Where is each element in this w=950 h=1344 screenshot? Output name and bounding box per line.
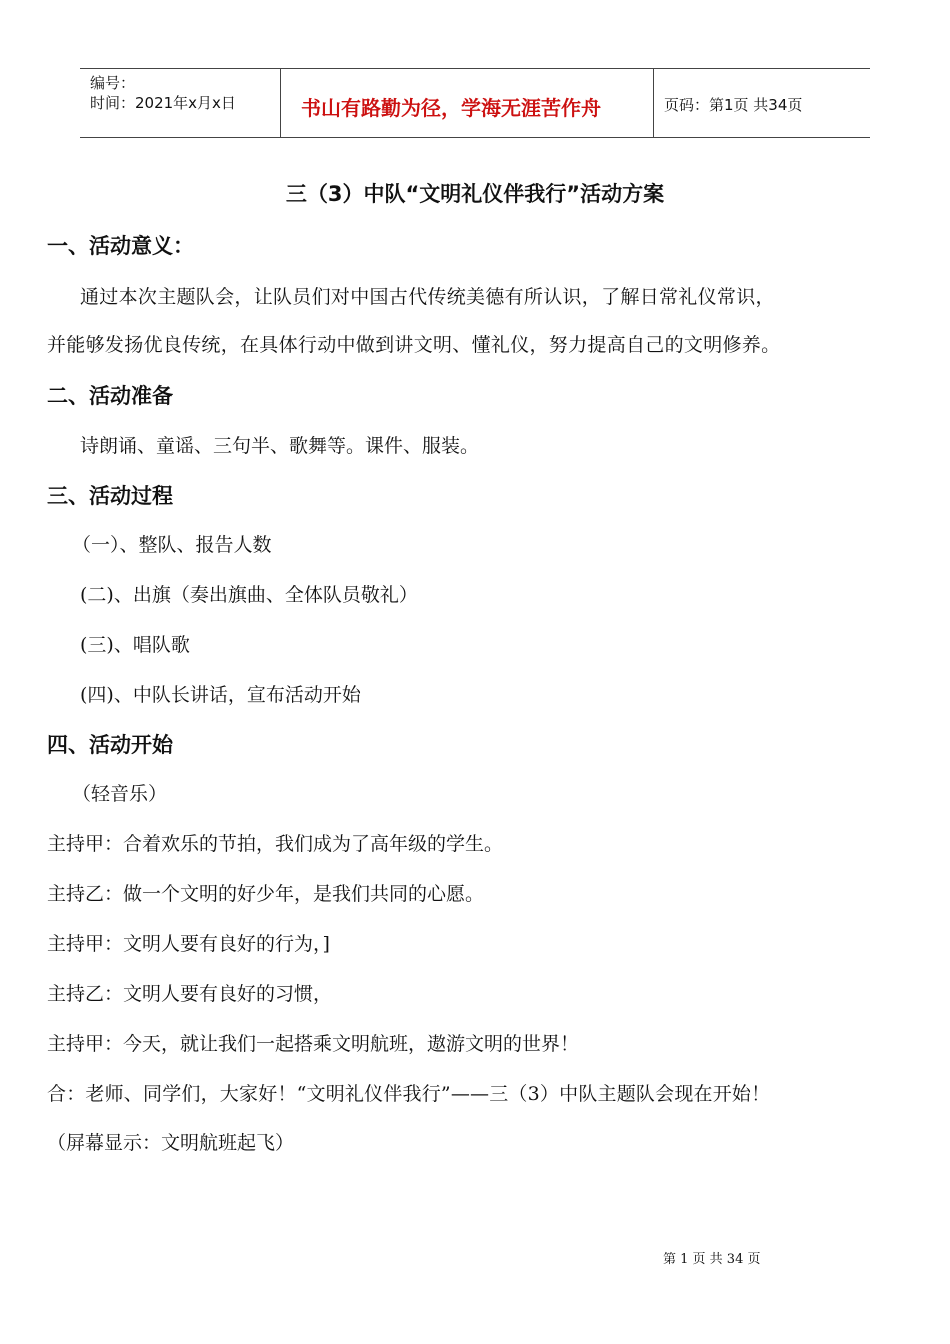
script-line: 主持甲：文明人要有良好的行为，] xyxy=(47,933,330,955)
section-heading-meaning: 一、活动意义： xyxy=(47,234,194,258)
header-motto-cell xyxy=(281,69,654,137)
doc-time-label: 时间：2021年x月x日 xyxy=(90,94,236,112)
section-heading-preparation: 二、活动准备 xyxy=(47,384,173,408)
doc-code-label: 编号： xyxy=(90,74,136,92)
script-line: 主持乙：做一个文明的好少年，是我们共同的心愿。 xyxy=(47,883,485,905)
script-line: 合：老师、同学们，大家好！“文明礼仪伴我行”——三（3）中队主题队会现在开始！ xyxy=(47,1083,771,1105)
document-header xyxy=(80,68,870,138)
document-title: 三（3）中队“文明礼仪伴我行”活动方案 xyxy=(285,182,665,206)
script-line: 主持甲：合着欢乐的节拍，我们成为了高年级的学生。 xyxy=(47,833,504,855)
process-item: (二)、出旗（奏出旗曲、全体队员敬礼） xyxy=(80,584,418,606)
section-heading-start: 四、活动开始 xyxy=(47,733,173,757)
script-line: （屏幕显示：文明航班起飞） xyxy=(47,1132,295,1154)
section-heading-process: 三、活动过程 xyxy=(47,484,173,508)
header-motto: 书山有路勤为径，学海无涯苦作舟 xyxy=(301,96,601,120)
header-page-cell xyxy=(654,69,870,137)
script-line: （轻音乐） xyxy=(72,783,168,805)
process-item: (三)、唱队歌 xyxy=(80,634,190,656)
page-footer: 第 1 页 共 34 页 xyxy=(663,1252,761,1267)
process-item: （一）、整队、报告人数 xyxy=(72,534,272,556)
script-line: 主持乙：文明人要有良好的习惯， xyxy=(47,983,333,1005)
script-line: 主持甲：今天，就让我们一起搭乘文明航班，遨游文明的世界！ xyxy=(47,1033,580,1055)
header-meta-cell xyxy=(80,69,281,137)
header-page-info: 页码：第1页 共34页 xyxy=(664,96,803,114)
paragraph-line: 诗朗诵、童谣、三句半、歌舞等。课件、服装。 xyxy=(80,435,480,457)
process-item: (四)、中队长讲话，宣布活动开始 xyxy=(80,684,361,706)
paragraph-line: 并能够发扬优良传统，在具体行动中做到讲文明、懂礼仪，努力提高自己的文明修养。 xyxy=(47,334,781,356)
paragraph-line: 通过本次主题队会，让队员们对中国古代传统美德有所认识，了解日常礼仪常识， xyxy=(80,286,775,308)
